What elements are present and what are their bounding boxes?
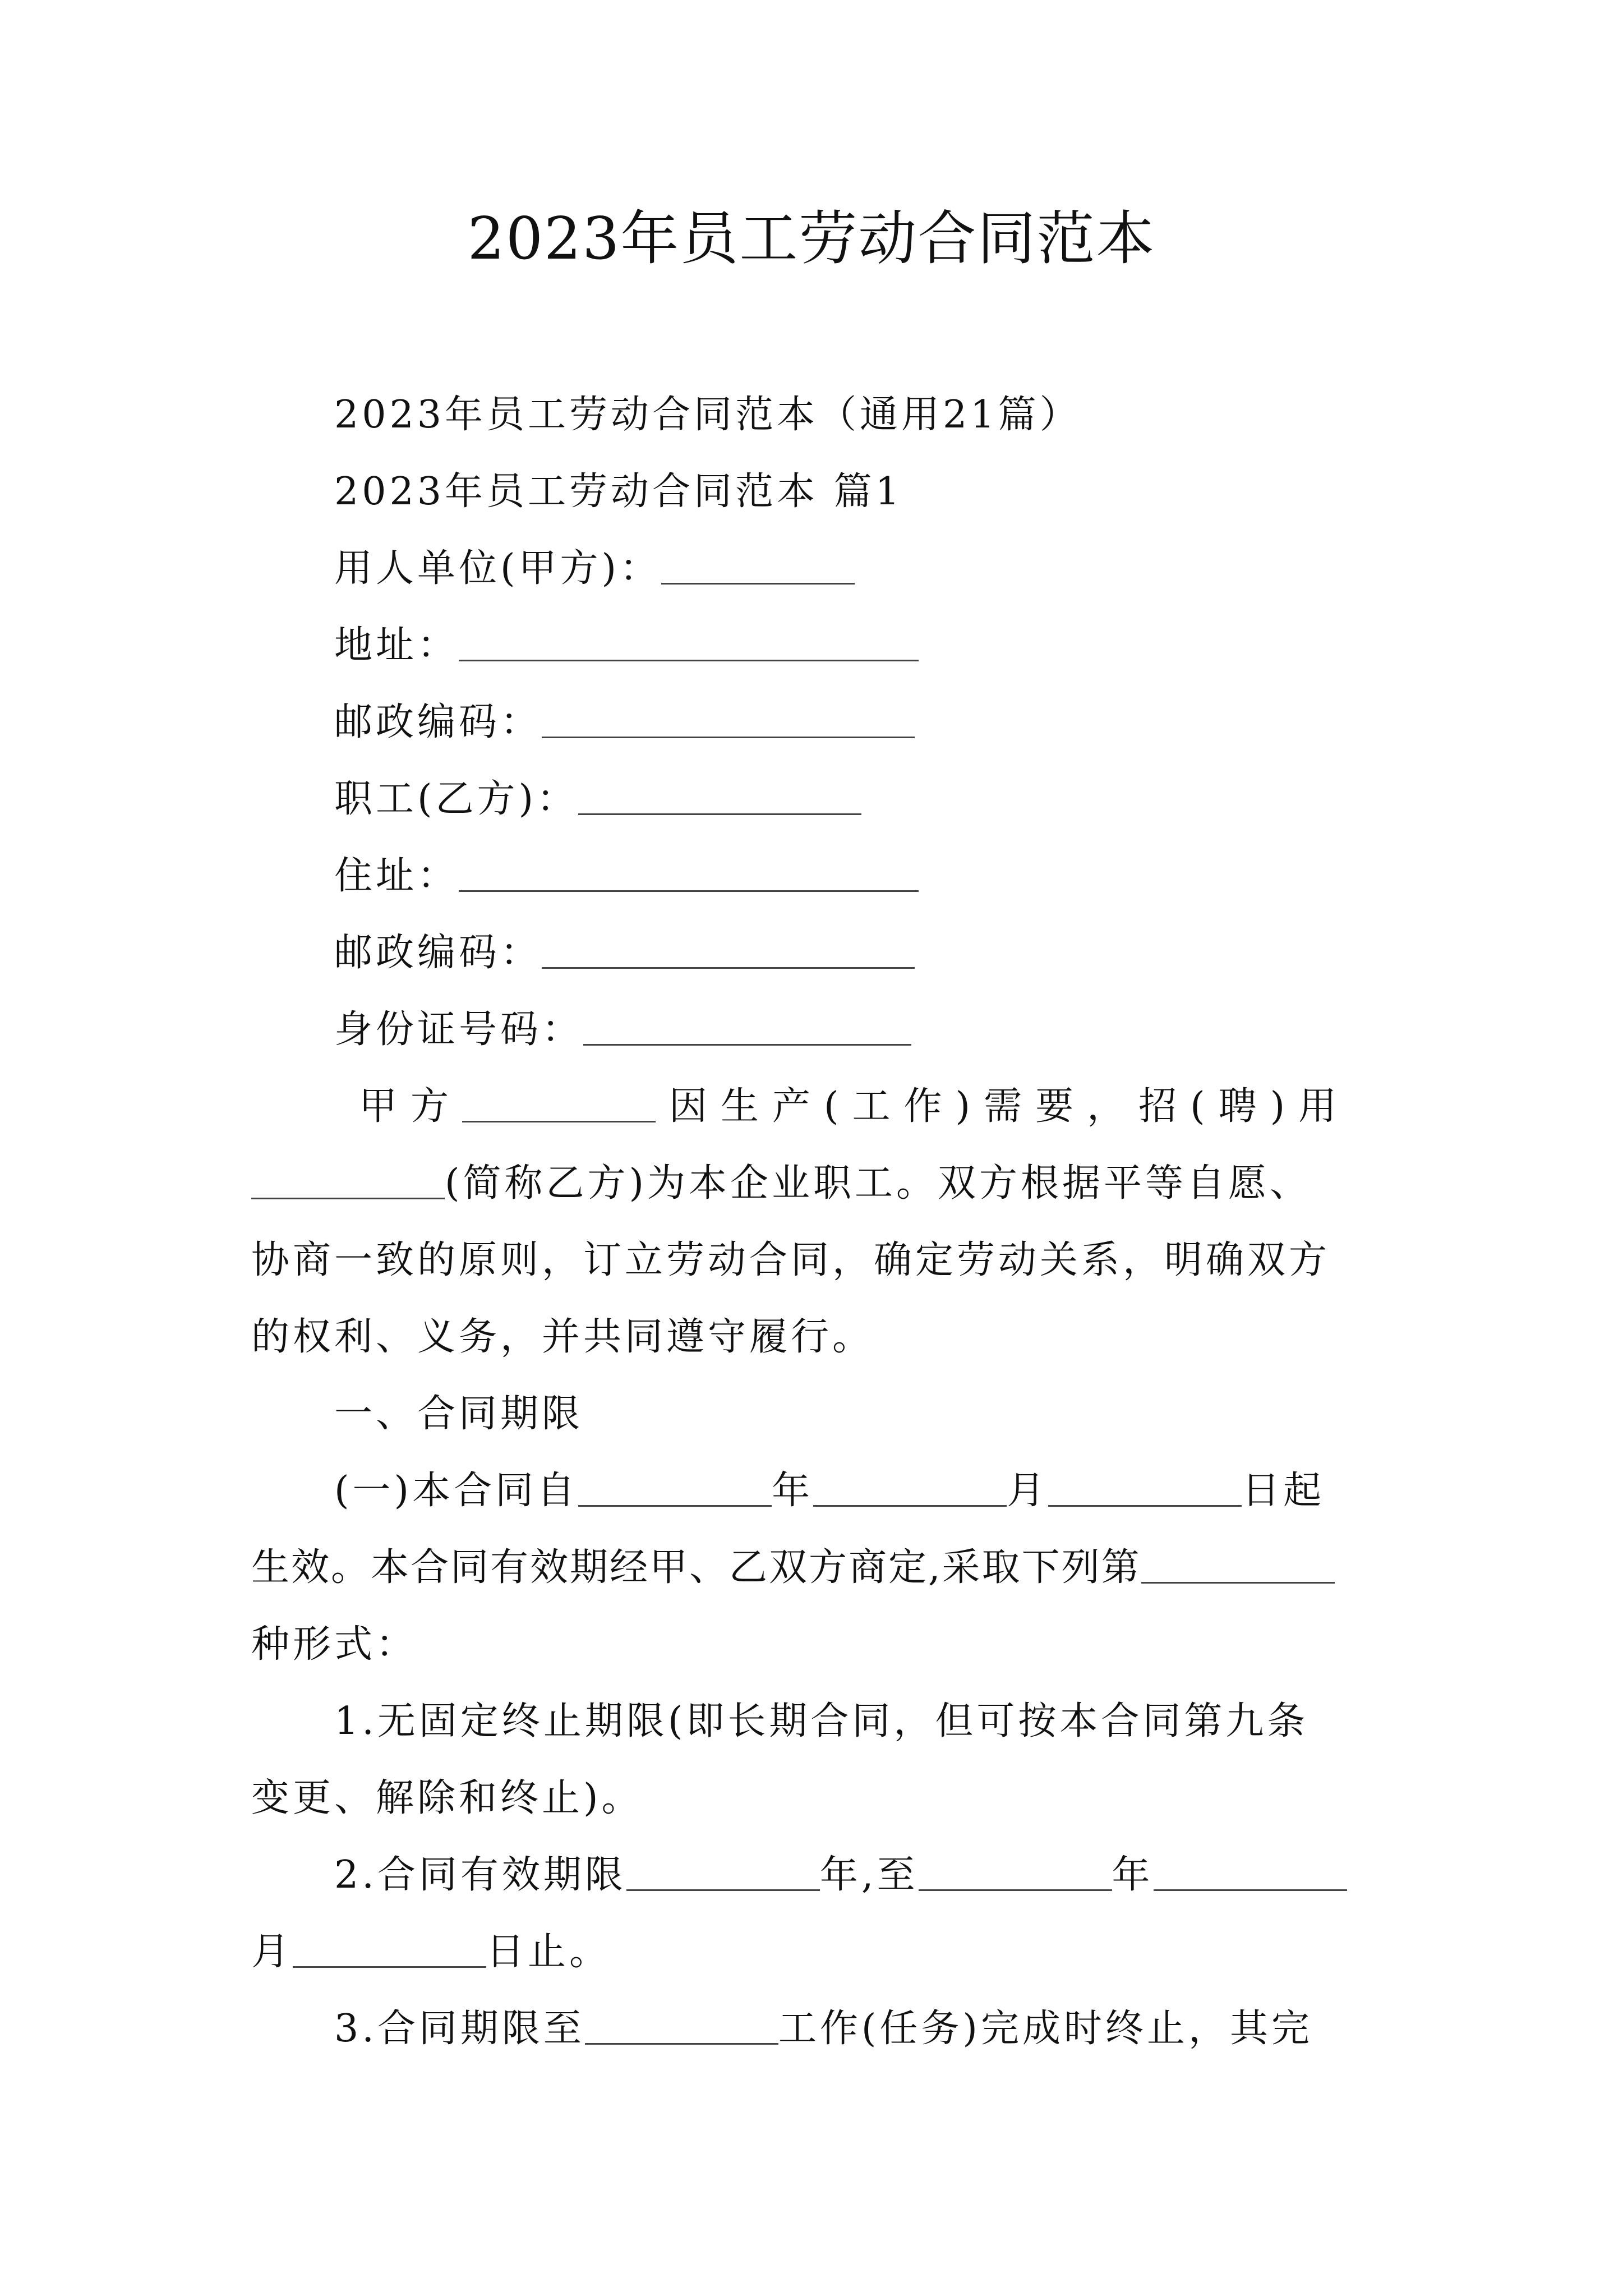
blank-id-number [583, 1006, 911, 1046]
intro-line-1 [359, 1079, 1350, 1135]
clause-1-line-1 [334, 1463, 1325, 1519]
blank-item-2-a [626, 1851, 820, 1891]
blank-residence [459, 852, 919, 892]
blank-item-2-c [1154, 1851, 1347, 1891]
blank-item-2-d [293, 1928, 486, 1968]
field-employee [334, 771, 861, 827]
blank-clause-1-month [813, 1467, 1007, 1507]
item-2-to: 年,至 [819, 1853, 919, 1897]
item-2-end: 日止。 [486, 1930, 611, 1974]
item-2-year: 年 [1112, 1853, 1154, 1897]
blank-clause-1-day [1048, 1467, 1242, 1507]
clause-1-month: 月 [1007, 1469, 1049, 1513]
field-id-number [334, 1002, 911, 1058]
item-1-line-1: 1.无固定终止期限(即长期合同，但可按本合同第九条 [334, 1699, 1309, 1743]
clause-1-line-3: 种形式： [251, 1622, 418, 1667]
field-postcode2 [334, 925, 915, 981]
clause-1-day: 日起 [1242, 1469, 1325, 1513]
field-employee-label: 职工(乙方)： [334, 777, 579, 821]
subtitle-line: 2023年员工劳动合同范本（通用21篇） [334, 393, 1081, 437]
field-employer [334, 541, 855, 597]
blank-employee [578, 775, 861, 815]
intro-abbrev: (简称乙方)为本企业职工。双方根据平等自愿、 [445, 1161, 1312, 1205]
document-title: 2023年员工劳动合同范本 [467, 204, 1156, 273]
chapter-heading: 2023年员工劳动合同范本 篇1 [334, 470, 903, 514]
field-id-number-label: 身份证号码： [334, 1007, 584, 1052]
intro-party-a: 甲方 [359, 1084, 463, 1129]
blank-clause-1-form [1141, 1544, 1335, 1584]
item-1-line-2: 变更、解除和终止)。 [251, 1776, 643, 1820]
blank-intro-party-a [462, 1083, 656, 1122]
item-3-until: 3.合同期限至 [334, 2007, 585, 2051]
blank-employer [661, 545, 855, 585]
blank-item-2-b [919, 1851, 1112, 1891]
blank-clause-1-year [578, 1467, 772, 1507]
clause-1-from: (一)本合同自 [334, 1469, 579, 1513]
clause-1-effect: 生效。本合同有效期经甲、乙双方商定,采取下列第 [251, 1545, 1141, 1590]
item-2-line-2 [251, 1924, 611, 1980]
section-heading-term: 一、合同期限 [334, 1392, 584, 1436]
blank-postcode2 [542, 929, 915, 969]
intro-reason: 因生产(工作)需要，招(聘)用 [669, 1084, 1350, 1129]
field-address-label: 地址： [334, 623, 459, 668]
field-postcode2-label: 邮政编码： [334, 931, 542, 975]
blank-intro-party-b [251, 1159, 445, 1199]
blank-item-3 [585, 2005, 778, 2045]
item-2-line-1 [334, 1847, 1347, 1903]
blank-address [459, 622, 919, 661]
item-3-line-1 [334, 2001, 1313, 2057]
item-2-term: 2.合同有效期限 [334, 1853, 626, 1897]
blank-postcode1 [542, 698, 915, 738]
item-3-work: 工作(任务)完成时终止，其完 [778, 2007, 1313, 2051]
intro-line-2 [251, 1156, 1311, 1212]
field-residence-label: 住址： [334, 854, 459, 898]
clause-1-line-2 [251, 1540, 1335, 1596]
field-address [334, 618, 919, 674]
intro-line-4: 的权利、义务，并共同遵守履行。 [251, 1315, 874, 1359]
field-postcode1 [334, 694, 915, 751]
field-residence [334, 848, 919, 904]
field-employer-label: 用人单位(甲方)： [334, 546, 662, 591]
clause-1-year: 年 [772, 1469, 814, 1513]
field-postcode1-label: 邮政编码： [334, 700, 542, 744]
intro-line-3: 协商一致的原则，订立劳动合同，确定劳动关系，明确双方 [251, 1238, 1331, 1282]
item-2-month: 月 [251, 1930, 293, 1974]
